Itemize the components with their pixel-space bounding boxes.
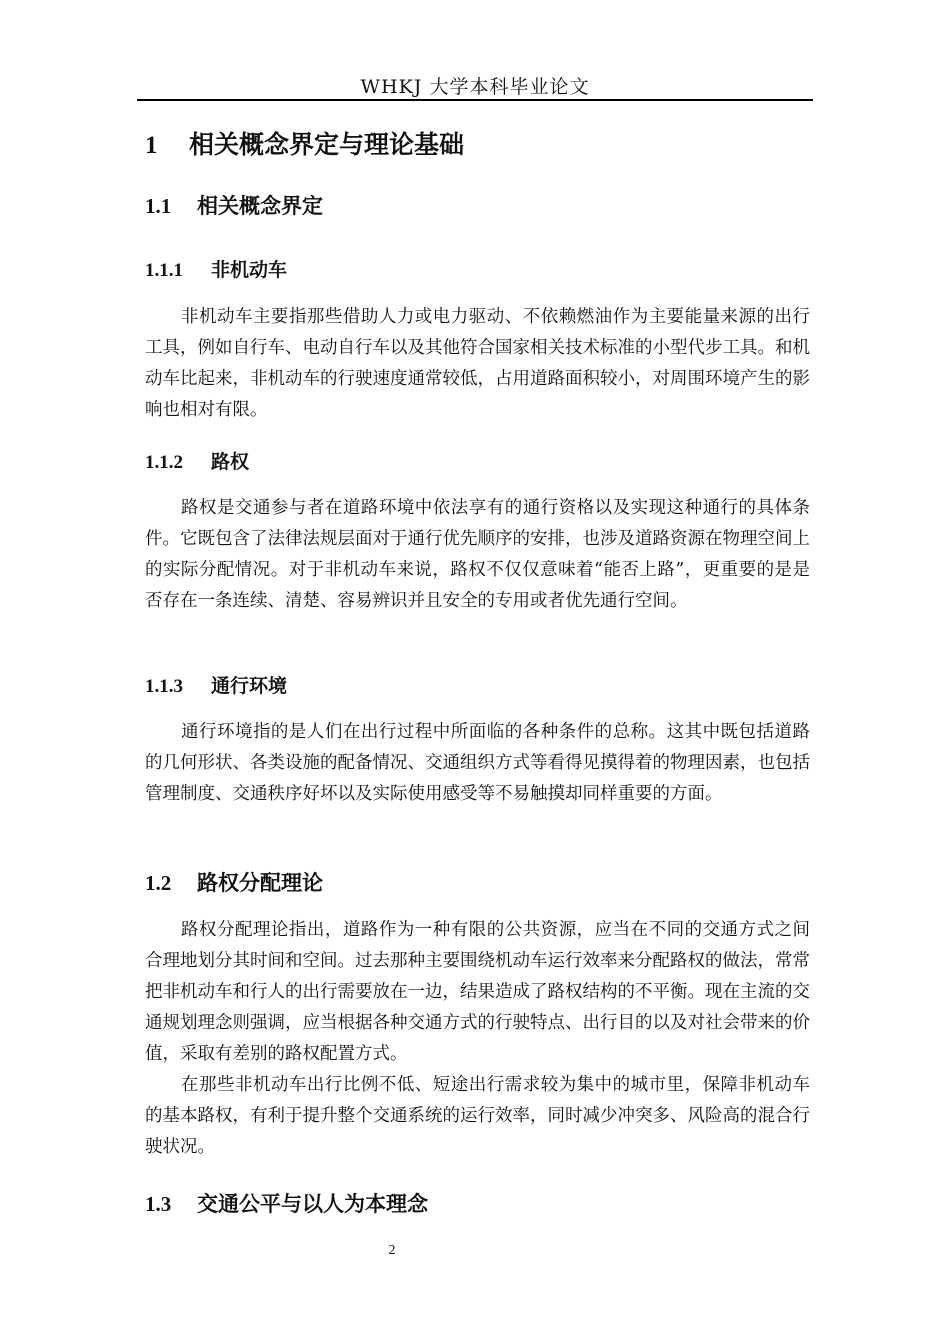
- section-heading-1-2: [145, 867, 323, 897]
- subsection-number: 1.1.3: [145, 676, 183, 697]
- section-title: 路权分配理论: [197, 871, 323, 895]
- subsection-heading-1-1-3: [145, 671, 287, 698]
- header-title: WHKJ 大学本科毕业论文: [360, 76, 590, 98]
- chapter-title: 相关概念界定与理论基础: [189, 130, 465, 159]
- section-heading-1-3: [145, 1188, 428, 1218]
- subsection-number: 1.1.1: [145, 260, 183, 281]
- subsection-title: 非机动车: [211, 259, 288, 281]
- subsection-heading-1-1-1: [145, 255, 287, 282]
- section-title: 交通公平与以人为本理念: [197, 1192, 428, 1216]
- paragraph-1-1-1: 非机动车主要指那些借助人力或电力驱动、不依赖燃油作为主要能量来源的出行工具，例如自行车、电动自行车以及其他符合国家相关技术标准的小型代步工具。和机动车比起来，非机动车的行驶速度通常较低，占用道路面积较小，对周围环境产生的影响也相对有限。: [145, 307, 810, 420]
- section-title: 相关概念界定: [197, 194, 323, 218]
- subsection-title: 路权: [211, 451, 250, 473]
- paragraph-1-2-b: 在那些非机动车出行比例不低、短途出行需求较为集中的城市里，保障非机动车的基本路权，有利于提升整个交通系统的运行效率，同时减少冲突多、风险高的混合行驶状况。: [145, 1075, 810, 1157]
- section-number: 1.2: [145, 871, 172, 895]
- section-heading-1-1: [145, 190, 323, 220]
- section-number: 1.3: [145, 1192, 172, 1216]
- header-rule: [137, 99, 813, 101]
- chapter-number: 1: [145, 132, 158, 159]
- subsection-title: 通行环境: [211, 675, 288, 697]
- subsection-number: 1.1.2: [145, 452, 183, 473]
- paragraph-1-2-a: 路权分配理论指出，道路作为一种有限的公共资源，应当在不同的交通方式之间合理地划分其时间和空间。过去那种主要围绕机动车运行效率来分配路权的做法，常常把非机动车和行人的出行需要放在一边，结果造成了路权结构的不平衡。现在主流的交通规划理念则强调，应当根据各种交通方式的行驶特点、出行目的以及对社会带来的价值，采取有差别的路权配置方式。: [145, 920, 810, 1064]
- page-number: 2: [388, 1243, 396, 1258]
- section-number: 1.1: [145, 194, 172, 218]
- paragraph-1-1-2: 路权是交通参与者在道路环境中依法享有的通行资格以及实现这种通行的具体条件。它既包含了法律法规层面对于通行优先顺序的安排，也涉及道路资源在物理空间上的实际分配情况。对于非机动车来说，路权不仅仅意味着“能否上路”，更重要的是是否存在一条连续、清楚、容易辨识并且安全的专用或者优先通行空间。: [145, 498, 810, 611]
- subsection-heading-1-1-2: [145, 447, 249, 474]
- paragraph-1-1-3: 通行环境指的是人们在出行过程中所面临的各种条件的总称。这其中既包括道路的几何形状、各类设施的配备情况、交通组织方式等看得见摸得着的物理因素，也包括管理制度、交通秩序好坏以及实际使用感受等不易触摸却同样重要的方面。: [145, 722, 810, 804]
- chapter-heading: [145, 125, 464, 161]
